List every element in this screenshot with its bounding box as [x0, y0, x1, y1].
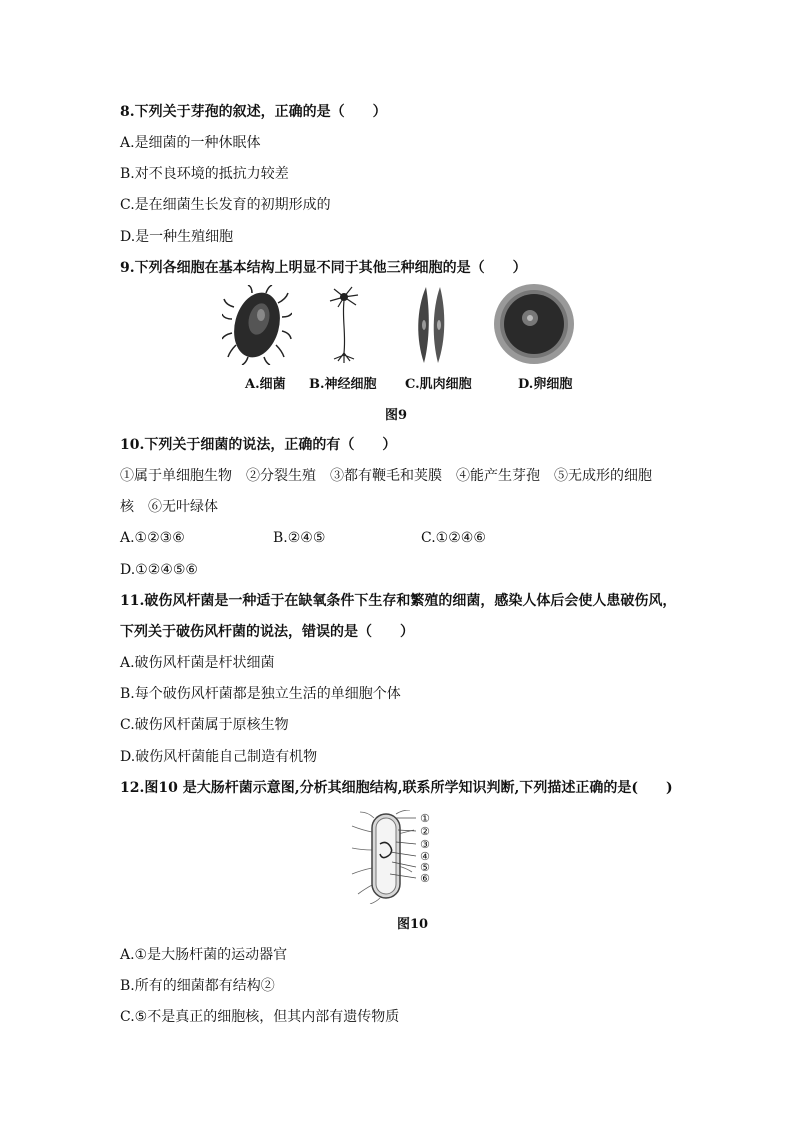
- fig9-label-b: B.神经细胞: [309, 377, 377, 392]
- q10-statements-line1: ①属于单细胞生物 ②分裂生殖 ③都有鞭毛和荚膜 ④能产生芽孢 ⑤无成形的细胞: [120, 468, 652, 484]
- muscle-cell-image: [412, 285, 452, 365]
- q10-stem: 10.下列关于细菌的说法，正确的有（ ）: [120, 437, 397, 453]
- q9-stem: 9.下列各细胞在基本结构上明显不同于其他三种细胞的是（ ）: [120, 260, 527, 276]
- q10-option-a: A.①②③⑥: [120, 530, 185, 546]
- q10-option-b: B.②④⑤: [273, 530, 326, 546]
- q11-option-a: A.破伤风杆菌是杆状细菌: [120, 655, 275, 671]
- fig10-num-3: ③: [420, 838, 430, 851]
- q12-stem: 12.图10 是大肠杆菌示意图,分析其细胞结构,联系所学知识判断,下列描述正确的是( ): [120, 780, 673, 796]
- q8-option-a: A.是细菌的一种休眠体: [120, 135, 261, 151]
- fig9-label-d: D.卵细胞: [518, 377, 573, 392]
- q11-stem-line1: 11.破伤风杆菌是一种适于在缺氧条件下生存和繁殖的细菌，感染人体后会使人患破伤风，: [120, 593, 677, 609]
- q8-option-c: C.是在细菌生长发育的初期形成的: [120, 197, 331, 213]
- egg-cell-image: [492, 282, 576, 366]
- q11-stem-line2: 下列关于破伤风杆菌的说法，错误的是（ ）: [120, 624, 414, 640]
- fig10-num-2: ②: [420, 825, 430, 838]
- q8-option-d: D.是一种生殖细胞: [120, 229, 234, 245]
- q11-option-d: D.破伤风杆菌能自己制造有机物: [120, 749, 318, 765]
- fig10-num-1: ①: [420, 812, 430, 825]
- fig10-num-5: ⑤: [420, 861, 430, 874]
- q10-option-c: C.①②④⑥: [421, 530, 486, 546]
- q8-stem: 8.下列关于芽孢的叙述，正确的是（ ）: [120, 104, 387, 120]
- fig9-label-a: A.细菌: [245, 377, 286, 392]
- bacterium-image: [222, 285, 292, 365]
- fig10-num-4: ④: [420, 850, 430, 863]
- q12-option-b: B.所有的细菌都有结构②: [120, 978, 275, 994]
- fig9-caption: 图9: [385, 408, 408, 423]
- neuron-image: [322, 283, 366, 365]
- q10-statements-line2: 核 ⑥无叶绿体: [120, 499, 218, 515]
- q8-option-b: B.对不良环境的抵抗力较差: [120, 166, 289, 182]
- q12-option-c: C.⑤不是真正的细胞核，但其内部有遗传物质: [120, 1009, 400, 1025]
- ecoli-diagram: [350, 810, 442, 904]
- fig9-label-c: C.肌肉细胞: [405, 377, 472, 392]
- q12-option-a: A.①是大肠杆菌的运动器官: [120, 947, 288, 963]
- q11-option-c: C.破伤风杆菌属于原核生物: [120, 717, 289, 733]
- fig10-caption: 图10: [397, 917, 429, 932]
- fig10-num-6: ⑥: [420, 872, 430, 885]
- q11-option-b: B.每个破伤风杆菌都是独立生活的单细胞个体: [120, 686, 401, 702]
- q10-option-d: D.①②④⑤⑥: [120, 562, 198, 578]
